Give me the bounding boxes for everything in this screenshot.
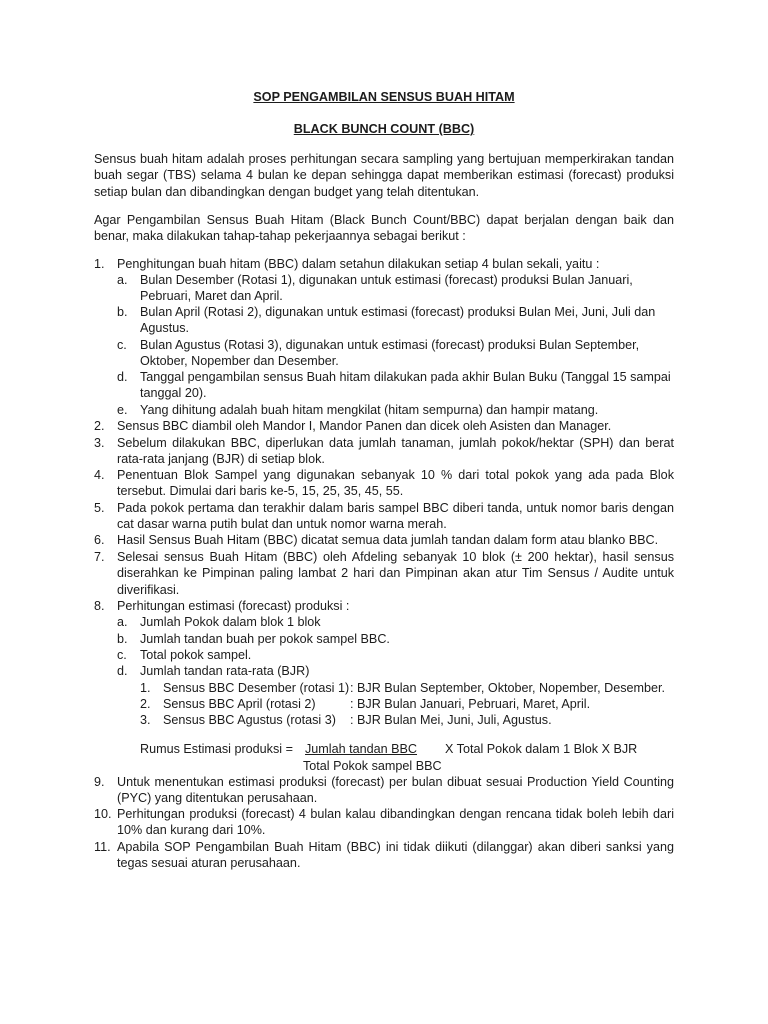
- sub-list-item-label: d.: [117, 664, 128, 678]
- sub-list-item-label: b.: [117, 305, 128, 319]
- list-item-number: 6.: [94, 533, 105, 547]
- list-item-number: 8.: [94, 599, 105, 613]
- list-item-text: Selesai sensus Buah Hitam (BBC) oleh Afdeling sebanyak 10 blok (± 200 hektar), hasil sensus diserahkan ke Pimpinan paling lambat 2 hari dan Pimpinan akan atur Tim Sensus / Audite untuk diverifikasi.: [117, 550, 674, 597]
- list-item-text: Perhitungan produksi (forecast) 4 bulan kalau dibandingkan dengan rencana tidak boleh lebih dari 10% dan kurang dari 10%.: [117, 807, 674, 838]
- rotation-row-name: Sensus BBC April (rotasi 2): [163, 697, 316, 711]
- rotation-row-number: 3.: [140, 713, 151, 727]
- rotation-row-value: : BJR Bulan Januari, Pebruari, Maret, April.: [350, 697, 591, 711]
- formula-numerator: Jumlah tandan BBC: [305, 742, 418, 756]
- rotation-row-value: : BJR Bulan Mei, Juni, Juli, Agustus.: [350, 713, 552, 727]
- sub-list-item-text: Yang dihitung adalah buah hitam mengkilat (hitam sempurna) dan hampir matang.: [140, 403, 599, 417]
- list-item-text: Sensus BBC diambil oleh Mandor I, Mandor Panen dan dicek oleh Asisten dan Manager.: [117, 419, 612, 433]
- sub-list-item-text: Total pokok sampel.: [140, 648, 252, 662]
- list-item-text: Sebelum dilakukan BBC, diperlukan data jumlah tanaman, jumlah pokok/hektar (SPH) dan berat rata-rata janjang (BJR) di setiap blok.: [117, 436, 674, 467]
- list-item-number: 9.: [94, 775, 105, 789]
- sub-list-item-label: c.: [117, 648, 127, 662]
- list-item-number: 4.: [94, 468, 105, 482]
- list-item-number: 10.: [94, 807, 112, 821]
- list-item-text: Pada pokok pertama dan terakhir dalam baris sampel BBC diberi tanda, untuk nomor baris dengan cat dasar warna putih bulat dan untuk nomor warna merah.: [117, 501, 674, 532]
- list-item-number: 7.: [94, 550, 105, 564]
- list-item-number: 1.: [94, 257, 105, 271]
- list-item-number: 5.: [94, 501, 105, 515]
- sub-list-item-label: b.: [117, 632, 128, 646]
- rotation-row-value: : BJR Bulan September, Oktober, Nopember, Desember.: [350, 681, 666, 695]
- rotation-row-number: 2.: [140, 697, 151, 711]
- rotation-row-number: 1.: [140, 681, 151, 695]
- sub-list-item-text: Bulan Desember (Rotasi 1), digunakan untuk estimasi (forecast) produksi Bulan Januari, Pebruari, Maret dan April.: [140, 273, 633, 304]
- list-item-number: 11.: [94, 840, 111, 854]
- sub-list-item-label: e.: [117, 403, 128, 417]
- formula-label: Rumus Estimasi produksi =: [140, 742, 293, 756]
- document-title: SOP PENGAMBILAN SENSUS BUAH HITAM: [253, 90, 515, 104]
- formula-denominator: Total Pokok sampel BBC: [303, 759, 442, 773]
- production-formula: [140, 741, 680, 775]
- list-item-number: 3.: [94, 436, 105, 450]
- rotation-row-name: Sensus BBC Desember (rotasi 1): [163, 681, 350, 695]
- list-item-text: Untuk menentukan estimasi produksi (forecast) per bulan dibuat sesuai Production Yield Counting (PYC) yang ditentukan perusahaan.: [117, 775, 674, 806]
- intro-paragraph-2: Agar Pengambilan Sensus Buah Hitam (Black Bunch Count/BBC) dapat berjalan dengan baik dan benar, maka dilakukan tahap-tahap pekerjaannya sebagai berikut :: [94, 213, 674, 244]
- list-item-text: Apabila SOP Pengambilan Buah Hitam (BBC) ini tidak diikuti (dilanggar) akan diberi sanksi yang tegas sesuai aturan perusahaan.: [117, 840, 674, 871]
- list-item-number: 2.: [94, 419, 105, 433]
- document-subtitle: BLACK BUNCH COUNT (BBC): [293, 122, 475, 136]
- sub-list-item-text: Bulan April (Rotasi 2), digunakan untuk estimasi (forecast) produksi Bulan Mei, Juni, Juli dan Agustus.: [140, 305, 656, 336]
- sub-list-item-label: d.: [117, 370, 128, 384]
- list-item-text: Perhitungan estimasi (forecast) produksi :: [117, 599, 350, 613]
- sub-list-item-text: Tanggal pengambilan sensus Buah hitam dilakukan pada akhir Bulan Buku (Tanggal 15 sampai tanggal 20).: [140, 370, 671, 401]
- rotation-row-name: Sensus BBC Agustus (rotasi 3): [163, 713, 336, 727]
- sub-list-item-label: c.: [117, 338, 127, 352]
- list-item-text: Penentuan Blok Sampel yang digunakan sebanyak 10 % dari total pokok yang ada pada Blok tersebut. Dimulai dari baris ke-5, 15, 25, 35, 45, 55.: [117, 468, 674, 499]
- formula-multipliers: X Total Pokok dalam 1 Blok X BJR: [445, 742, 638, 756]
- sub-list-item-text: Bulan Agustus (Rotasi 3), digunakan untuk estimasi (forecast) produksi Bulan September, Oktober, Nopember dan Desember.: [140, 338, 640, 369]
- list-item-text: Penghitungan buah hitam (BBC) dalam setahun dilakukan setiap 4 bulan sekali, yaitu :: [117, 257, 600, 271]
- sub-list-item-label: a.: [117, 273, 128, 287]
- list-item-text: Hasil Sensus Buah Hitam (BBC) dicatat semua data jumlah tandan dalam form atau blanko BBC.: [117, 533, 659, 547]
- intro-paragraph-1: Sensus buah hitam adalah proses perhitungan secara sampling yang bertujuan memperkirakan tandan buah segar (TBS) selama 4 bulan ke depan sehingga dapat memberikan estimasi (forecast) produksi setiap bulan dan dibandingkan dengan budget yang telah ditentukan.: [94, 152, 674, 199]
- sub-list-item-label: a.: [117, 615, 128, 629]
- sub-list-item-text: Jumlah tandan buah per pokok sampel BBC.: [140, 632, 390, 646]
- sub-list-item-text: Jumlah tandan rata-rata (BJR): [140, 664, 310, 678]
- sub-list-item-text: Jumlah Pokok dalam blok 1 blok: [140, 615, 321, 629]
